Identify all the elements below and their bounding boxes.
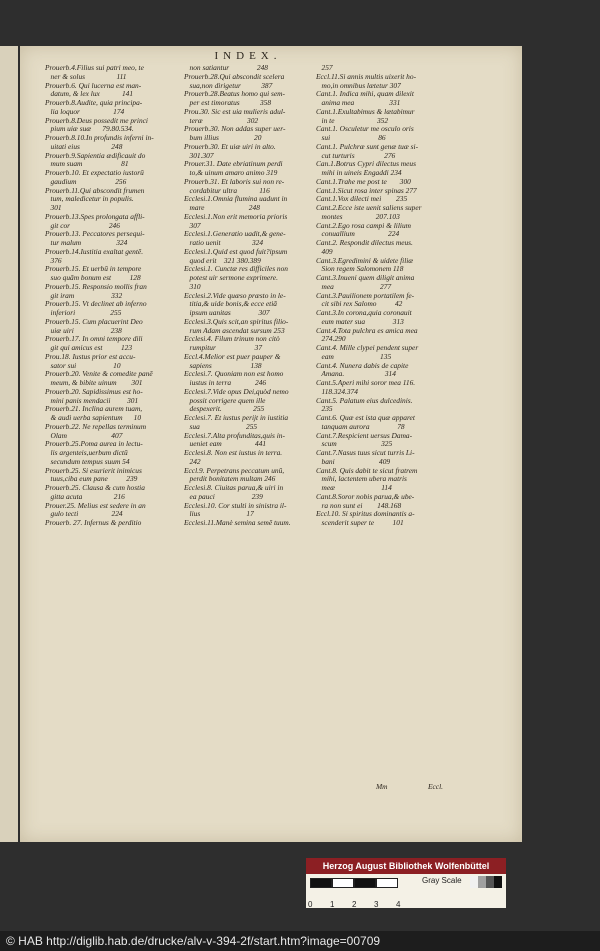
index-entry: sua,non dirigetur 387 xyxy=(184,81,273,90)
signature-mark: Mm xyxy=(376,782,388,791)
index-entry: Cant.6. Quæ est ista quæ apparet xyxy=(316,414,415,422)
index-entry: Cant.3.Inueni quem diligit anima xyxy=(316,274,415,282)
index-entry: Eccl.10. Si spiritus dominantis a- xyxy=(316,510,415,519)
index-column-1 xyxy=(45,64,177,528)
index-entry: mum suam 81 xyxy=(45,160,129,169)
index-entry: Cant.3.In corona,quia coronauit xyxy=(316,309,412,317)
index-entry: Prouerb.28.Qui abscondit scelera xyxy=(184,72,285,81)
index-entry: Prouerb.15. Et uerbū in tempore xyxy=(45,265,142,274)
index-entry: Cant.4. Nunera dabis de capite xyxy=(316,361,409,370)
index-entry: Prouerb.15. Vt declinet ab inferno xyxy=(45,300,147,309)
index-entry: & audi uerba sapientum 10 xyxy=(45,414,142,422)
index-entry: lia loquor 174 xyxy=(45,107,125,116)
index-entry: 118.324.374 xyxy=(316,387,358,396)
index-entry: 242 xyxy=(184,457,201,466)
library-name: Herzog August Bibliothek Wolfenbüttel xyxy=(306,858,506,874)
index-entry: montes 207.103 xyxy=(316,212,400,221)
index-entry: mea 277 xyxy=(316,282,392,291)
index-entry: Ecclesi.1.Quid est quod fuit?ipsum xyxy=(184,247,288,256)
index-entry: Cant.1.Exultabimus & lætabimur xyxy=(316,107,415,116)
scale-number: 2 xyxy=(352,900,357,909)
index-entry: git iram 332 xyxy=(45,291,123,300)
index-entry: Prouerb.11.Qui abscondit frumen xyxy=(45,186,145,195)
index-entry: perdit bonitatem multam 246 xyxy=(184,475,276,484)
index-entry: 376 xyxy=(45,256,62,265)
index-entry: meum, & bibite uinum 301 xyxy=(45,379,143,387)
index-entry: Cant.7.Nasus tuus sicut turris Li- xyxy=(316,449,415,457)
index-entry: iustus in terra 246 xyxy=(184,379,267,387)
index-entry: conuallium 224 xyxy=(316,230,400,239)
index-column-2 xyxy=(184,64,312,528)
index-entry: Prouerb.13. Peccatores persequi- xyxy=(45,230,145,239)
index-entry: Prouerb.30. Et uiæ uiri in alto. xyxy=(184,142,276,151)
index-entry: Cant.8. Quis dabit te sicut fratrem xyxy=(316,466,418,475)
index-entry: Olam 407 xyxy=(45,431,123,440)
index-entry: per est timoratus 358 xyxy=(184,99,272,107)
scale-segment xyxy=(310,878,332,888)
scale-number: 4 xyxy=(396,900,401,909)
index-entry: 409 xyxy=(316,247,333,256)
index-entry: Prouerb. 27. Infernus & perditio xyxy=(45,519,142,527)
index-entry: mo,in omnibus lætetur 307 xyxy=(316,81,401,90)
index-entry: scum 325 xyxy=(316,440,393,449)
index-entry: Ecclesi.3.Quis scit,an spiritus filio- xyxy=(184,317,289,326)
gray-swatch xyxy=(494,876,502,888)
index-entry: bani 409 xyxy=(316,457,391,466)
index-entry: gulo tecti 224 xyxy=(45,510,123,519)
index-entry: cut turturis 276 xyxy=(316,151,396,160)
index-entry: scenderit super te 101 xyxy=(316,519,404,527)
index-entry: Prouer.25. Melius est sedere in an xyxy=(45,501,146,510)
index-entry: 301 xyxy=(45,204,62,212)
index-entry: bum illius 20 xyxy=(184,134,262,142)
index-entry: Prouerb.25. Clausa & cum hostia xyxy=(45,484,145,492)
index-entry: Cant.1. Osculetur me osculo oris xyxy=(316,125,414,134)
scale-segment xyxy=(376,878,398,888)
index-entry: ea pauci 239 xyxy=(184,492,263,501)
index-entry: Prouerb.31. Et laboris sui non re- xyxy=(184,177,285,186)
index-entry: Ecclesi.10. Cor stulti in sinistra il- xyxy=(184,501,287,510)
index-entry: tur malum 324 xyxy=(45,239,128,247)
scale-segment xyxy=(332,878,354,888)
index-entry: tum, maledicetur in populis. xyxy=(45,195,134,204)
index-entry: Ecclesi.4. Filum trinum non citò xyxy=(184,335,280,344)
index-entry: 307 xyxy=(184,221,201,230)
index-entry: Prouerb.8.10.In profundis inferni in- xyxy=(45,134,154,142)
index-entry: tanquam aurora 78 xyxy=(316,422,405,431)
index-entry: sua 255 xyxy=(184,422,258,431)
index-entry: Prouerb.30. Non addas super uer- xyxy=(184,125,286,134)
index-entry: Eccl.4.Melior est puer pauper & xyxy=(184,352,281,361)
gray-swatch xyxy=(486,876,494,888)
index-entry: Prouerb.25.Poma aurea in lectu- xyxy=(45,440,143,449)
grayscale-swatches xyxy=(470,876,502,888)
index-entry: sui 86 xyxy=(316,134,386,142)
index-entry: secundum tempus suum 54 xyxy=(45,457,130,466)
index-entry: Prouerb.13.Spes prolongata affli- xyxy=(45,212,145,221)
index-entry: rumpitur 37 xyxy=(184,344,263,352)
index-entry: Prouerb.28.Beatus homo qui sem- xyxy=(184,90,285,99)
gray-swatch xyxy=(478,876,486,888)
index-entry: sapiens 138 xyxy=(184,361,262,370)
index-entry: Cant.1. Indica mihi, quam dilexit xyxy=(316,90,414,99)
index-entry: sator sui 10 xyxy=(45,361,121,370)
index-entry: mihi in uineis Engaddi 234 xyxy=(316,169,402,177)
index-entry: ratio uenit 324 xyxy=(184,239,264,247)
page-title: INDEX. xyxy=(214,50,282,62)
index-entry: Prouerb.8.Audite, quia principa- xyxy=(45,99,143,107)
index-entry: meæ 114 xyxy=(316,484,392,492)
index-entry: Ecclesi.1.Non erit memoria prioris xyxy=(184,212,288,221)
copyright-bar[interactable]: © HAB http://diglib.hab.de/drucke/alv-v-394-2f/start.htm?image=00709 xyxy=(0,931,600,951)
index-entry: teræ 302 xyxy=(184,116,259,125)
index-entry: Cant.2.Ecce iste uenit saliens super xyxy=(316,204,422,212)
catchword: Eccl. xyxy=(428,782,443,791)
index-entry: Cant.8.Soror nobis parua,& ube- xyxy=(316,492,415,501)
index-entry: Prouer.31. Date ebriatinum perdi xyxy=(184,160,283,169)
index-entry: Cant.1. Pulchræ sunt genæ tuæ si- xyxy=(316,142,419,151)
index-entry: Ecclesi.7. Quoniam non est homo xyxy=(184,370,284,379)
index-entry: gaudium 256 xyxy=(45,177,127,186)
index-entry: uitati eius 248 xyxy=(45,142,123,151)
index-entry: ipsum uanitas 307 xyxy=(184,309,270,317)
index-entry: uiæ uiri 238 xyxy=(45,326,122,335)
index-entry: Ecclesi.1.Omnia flumina uadunt in xyxy=(184,195,288,204)
index-entry: Prouerb.17. In omni tempore dili xyxy=(45,335,143,344)
index-entry: potest uir sermone exprimere. xyxy=(184,274,278,282)
index-entry: tuus,ciba eum pane 239 xyxy=(45,475,138,484)
index-entry: Cant.1.Vox dilecti mei 235 xyxy=(316,195,408,204)
index-column-3 xyxy=(316,64,466,528)
index-entry: 301.307 xyxy=(184,151,214,160)
gray-swatch xyxy=(470,876,478,888)
index-entry: Cant.2. Respondit dilectus meus. xyxy=(316,239,413,247)
index-entry: Prouerb.22. Ne repellas terminum xyxy=(45,422,147,431)
index-entry: ra non sunt ei 148.168 xyxy=(316,501,402,510)
index-entry: Prouerb.8.Deus possedit me princi xyxy=(45,116,148,125)
index-entry: titia,& uide bonis,& ecce etiā xyxy=(184,300,277,309)
index-entry: Sion regem Salomonem 118 xyxy=(316,265,404,274)
index-entry: Prouerb.9.Sapientia ædificauit do xyxy=(45,151,146,160)
index-entry: Cant.4.Tota pulchra es amica mea xyxy=(316,326,418,335)
index-entry: lis argenteis,uerbum dictū xyxy=(45,449,128,457)
index-entry: Ecclesi.11.Manè semina semē tuum. xyxy=(184,519,291,527)
index-entry: non satiantur 248 xyxy=(184,64,268,72)
index-entry: Prouerb.21. Inclina aurem tuam, xyxy=(45,405,143,414)
index-entry: Ecclesi.1. Cunctæ res difficiles non xyxy=(184,265,288,274)
index-entry: Ecclesi.2.Vide quæso præsto in le- xyxy=(184,291,286,300)
index-entry: Cant.1.Trahe me post te 300 xyxy=(316,177,411,186)
index-entry: Can.1.Botrus Cypri dilectus meus xyxy=(316,160,416,169)
index-entry: ueniet eam 441 xyxy=(184,440,267,449)
scale-number: 0 xyxy=(308,900,313,909)
index-entry: gitta acuta 216 xyxy=(45,492,125,501)
index-entry: in te 352 xyxy=(316,116,389,125)
index-entry: cordabitur ultra 116 xyxy=(184,186,270,195)
index-entry: possit corrigere quem ille xyxy=(184,396,266,405)
index-entry: suo quām bonum est 128 xyxy=(45,274,141,282)
index-entry: Cant.5. Palatum eius dulcedinis. xyxy=(316,396,413,405)
index-entry: Ecclesi.7. Et iustus perijt in iustitia xyxy=(184,414,289,422)
index-entry: eam 135 xyxy=(316,352,392,361)
index-entry: cit sibi rex Salomo 42 xyxy=(316,300,403,309)
index-entry: 235 xyxy=(316,405,333,414)
index-entry: quod erit 321 380.389 xyxy=(184,256,261,265)
index-entry: Prouerb.25. Si esurierit inimicus xyxy=(45,466,142,475)
index-entry: Prouerb.6. Qui lucerna est man- xyxy=(45,81,142,90)
scale-number: 1 xyxy=(330,900,335,909)
index-entry: ner & solus 111 xyxy=(45,72,127,81)
library-color-card xyxy=(306,858,506,908)
index-entry: pium uiæ suæ 79.80.534. xyxy=(45,125,134,134)
index-entry: Cant.1.Sicut rosa inter spinas 277 xyxy=(316,186,417,195)
index-entry: git cor 246 xyxy=(45,221,120,230)
index-entry: Cant.3.Egredimini & uidete filiæ xyxy=(316,256,414,265)
index-entry: 257 xyxy=(316,64,333,72)
index-entry: Ecclesi.8. Non est iustus in terra. xyxy=(184,449,283,457)
scale-number: 3 xyxy=(374,900,379,909)
index-entry: datum, & lex lux 141 xyxy=(45,90,134,99)
index-entry: Eccl.9. Perpetrans peccatum unū, xyxy=(184,466,285,475)
index-entry: Prouerb.14.Iustitia exaltat gentē. xyxy=(45,247,144,256)
index-entry: Cant.4. Mille clypei pendent super xyxy=(316,344,419,352)
left-page-edge xyxy=(0,46,18,842)
index-entry: Prouerb.20. Sapidissimus est ho- xyxy=(45,387,143,396)
measurement-scale xyxy=(308,878,420,909)
index-entry: Prou.18. Iustus prior est accu- xyxy=(45,352,136,361)
index-entry: inferiori 255 xyxy=(45,309,122,317)
index-entry: eum mater sua 313 xyxy=(316,317,404,326)
index-entry: Eccl.11.Si annis multis uixerit ho- xyxy=(316,72,417,81)
index-entry: rum Adam ascendat sursum 253 xyxy=(184,326,285,335)
index-entry: 310 xyxy=(184,282,201,291)
index-entry: git qui amicus est 123 xyxy=(45,344,133,352)
index-entry: Prouerb.10. Et expectatio iustorū xyxy=(45,169,144,177)
index-entry: anima mea 331 xyxy=(316,99,401,107)
scale-segment xyxy=(354,878,376,888)
index-entry: Cant.2.Ego rosa campi & lilium xyxy=(316,221,411,230)
index-entry: Prouerb.15. Cum placuerint Deo xyxy=(45,317,143,326)
index-entry: Prouerb.20. Venite & comedite panē xyxy=(45,370,153,379)
index-entry: mini panis mendacii 301 xyxy=(45,396,139,405)
index-entry: mare 248 xyxy=(184,204,260,212)
index-entry: 274.290 xyxy=(316,335,346,344)
index-entry: Cant.3.Pauilionem portatilem fe- xyxy=(316,291,415,300)
index-entry: despexerit. 255 xyxy=(184,405,265,414)
index-entry: Cant.5.Aperi mihi soror mea 116. xyxy=(316,379,416,387)
index-entry: Cant.7.Respicient uersus Dama- xyxy=(316,431,413,440)
index-entry: Ecclesi.1.Generatio uadit,& gene- xyxy=(184,230,286,239)
index-entry: Ecclesi.7.Vide opus Dei,quòd nemo xyxy=(184,387,289,396)
index-entry: lius 17 xyxy=(184,510,254,519)
index-entry: mihi, lactentem ubera matris xyxy=(316,475,407,484)
index-entry: Prouerb.15. Responsio mollis fran xyxy=(45,282,147,291)
grayscale-label: Gray Scale xyxy=(422,876,462,885)
index-entry: Amana. 314 xyxy=(316,370,396,379)
index-entry: Prou.30. Sic est uia mulieris adul- xyxy=(184,107,286,116)
index-entry: Ecclesi.8. Ciuitas parua,& uiri in xyxy=(184,484,284,492)
index-entry: Prouerb.4.Filius sui patri meo, te xyxy=(45,64,144,72)
index-entry: to,& uinum amaro animo 319 xyxy=(184,169,278,177)
index-entry: Ecclesi.7.Alta profunditas,quis in- xyxy=(184,431,285,440)
